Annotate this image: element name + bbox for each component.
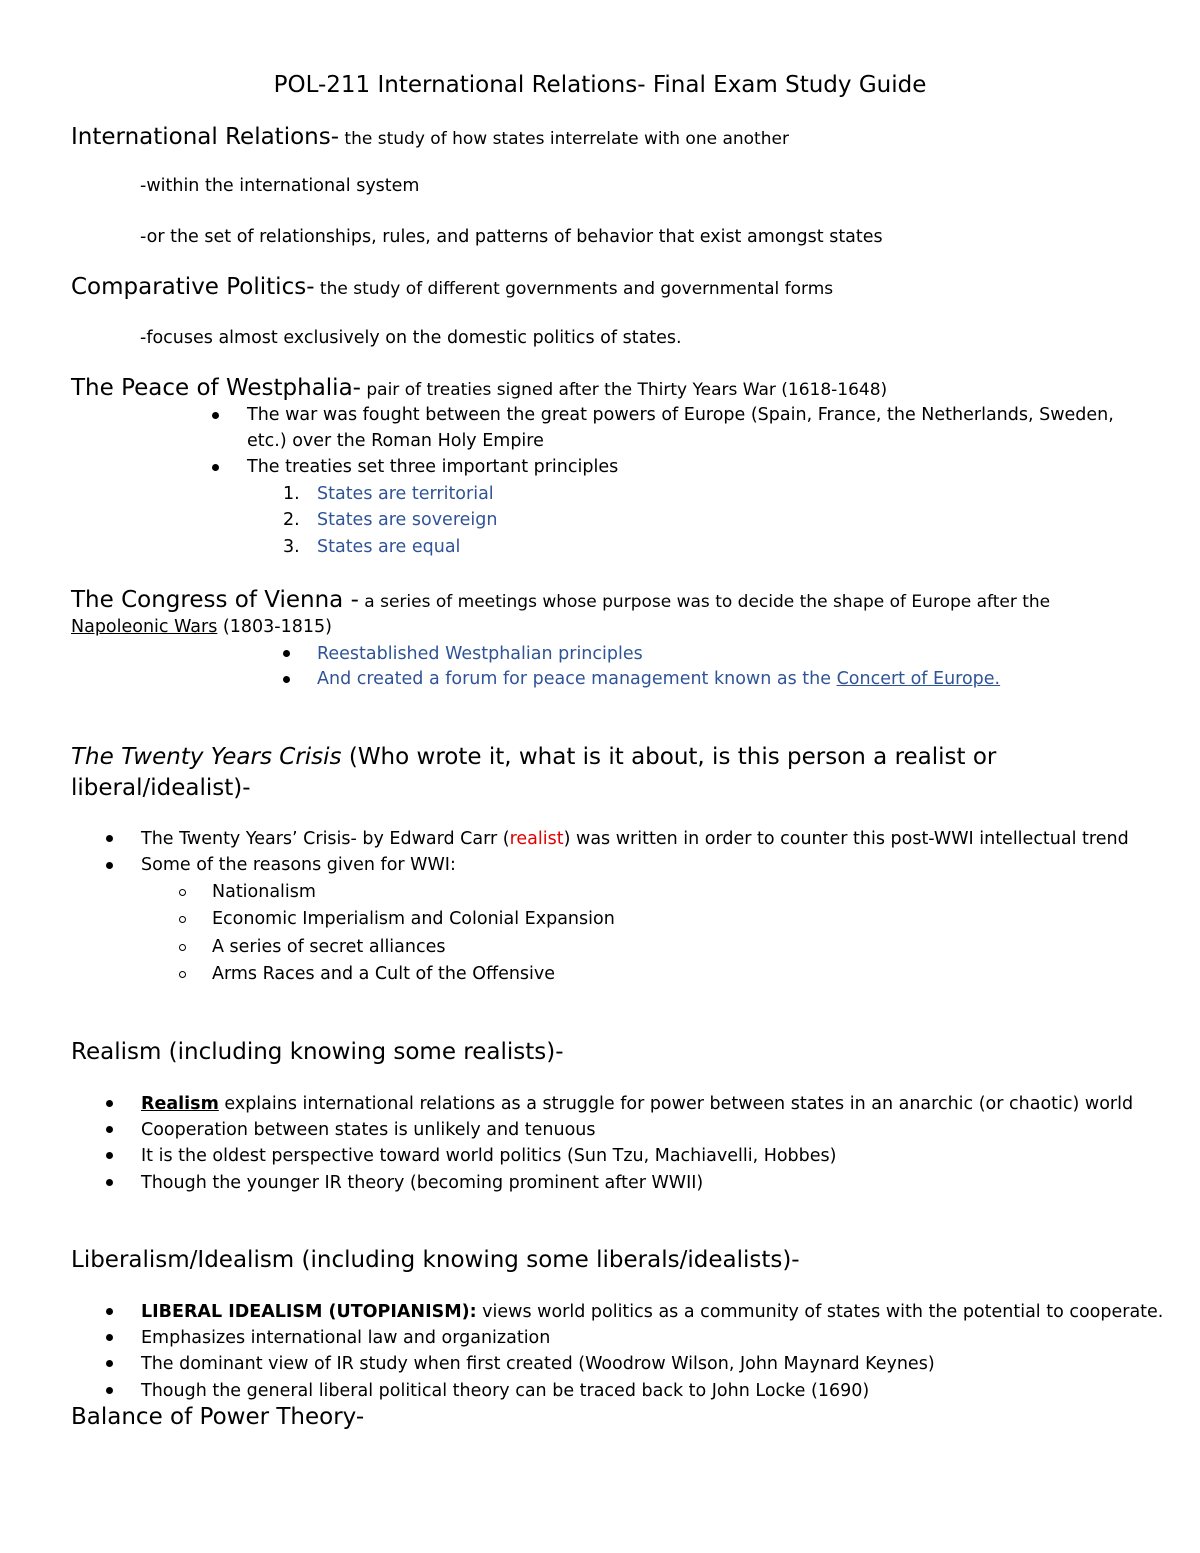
crisis-heading-line-2: liberal/idealist)- [71, 775, 251, 801]
westphalia-term: The Peace of Westphalia- [71, 375, 361, 401]
vienna-bullet-2 [317, 667, 1000, 691]
crisis-book-title: The Twenty Years Crisis [71, 744, 342, 770]
bullet-icon [106, 1126, 113, 1133]
vienna-def: a series of meetings whose purpose was to decide the shape of Europe after the [358, 592, 1051, 612]
liberalism-bullet-1-rest: views world politics as a community of states with the potential to cooperate. [476, 1302, 1164, 1322]
liberalism-bullet-2: Emphasizes international law and organization [141, 1328, 551, 1348]
realism-term: Realism [141, 1094, 219, 1114]
vienna-bullet-1: Reestablished Westphalian principles [317, 644, 643, 664]
westphalia-definition [71, 373, 887, 403]
cp-def: the study of different governments and governmental forms [314, 279, 834, 299]
crisis-bullet-1 [141, 827, 1129, 851]
realism-bullet-2: Cooperation between states is unlikely and tenuous [141, 1120, 596, 1140]
reason-2: Economic Imperialism and Colonial Expansion [212, 909, 615, 929]
vienna-term: The Congress of Vienna - [71, 587, 359, 613]
realist-label: realist [509, 829, 564, 849]
bullet-icon [106, 862, 113, 869]
liberal-idealism-term: LIBERAL IDEALISM (UTOPIANISM): [141, 1302, 477, 1322]
bullet-icon [106, 1360, 113, 1367]
realism-bullet-3: It is the oldest perspective toward world politics (Sun Tzu, Machiavelli, Hobbes) [141, 1146, 837, 1166]
ir-definition [71, 122, 789, 152]
circle-bullet-icon [179, 971, 186, 978]
crisis-heading [71, 742, 996, 772]
realism-heading: Realism (including knowing some realists)- [71, 1039, 564, 1065]
principle-1: States are territorial [317, 484, 494, 504]
liberalism-bullet-3: The dominant view of IR study when first created (Woodrow Wilson, John Maynard Keynes) [141, 1354, 935, 1374]
realism-bullet-4: Though the younger IR theory (becoming prominent after WWII) [141, 1173, 704, 1193]
crisis-heading-rest: (Who wrote it, what is it about, is this person a realist or [341, 744, 997, 770]
cp-sub-1: -focuses almost exclusively on the domestic politics of states. [140, 328, 682, 348]
liberalism-bullet-4: Though the general liberal political theory can be traced back to John Locke (1690) [141, 1381, 870, 1401]
vienna-definition-line-2 [71, 615, 332, 639]
bullet-icon [106, 1387, 113, 1394]
reason-4: Arms Races and a Cult of the Offensive [212, 964, 556, 984]
crisis-bullet-1-pre: The Twenty Years’ Crisis- by Edward Carr ( [141, 829, 510, 849]
bullet-icon [106, 1179, 113, 1186]
reason-3: A series of secret alliances [212, 937, 446, 957]
crisis-bullet-1-post: ) was written in order to counter this post-WWI intellectual trend [563, 829, 1129, 849]
ir-sub-2: -or the set of relationships, rules, and patterns of behavior that exist amongst states [140, 227, 883, 247]
liberalism-heading: Liberalism/Idealism (including knowing some liberals/idealists)- [71, 1247, 800, 1273]
vienna-years: (1803-1815) [217, 617, 332, 637]
circle-bullet-icon [179, 916, 186, 923]
bullet-icon [212, 412, 219, 419]
bullet-icon [106, 1308, 113, 1315]
ir-sub-1: -within the international system [140, 176, 420, 196]
bullet-icon [106, 1334, 113, 1341]
vienna-definition [71, 585, 1050, 615]
bullet-icon [212, 464, 219, 471]
concert-of-europe-link: Concert of Europe. [836, 669, 1001, 689]
westphalia-bullet-1-line-1: The war was fought between the great powers of Europe (Spain, France, the Netherlands, Sweden, [247, 405, 1114, 425]
napoleonic-wars-link: Napoleonic Wars [71, 617, 218, 637]
reason-1: Nationalism [212, 882, 316, 902]
cp-definition [71, 272, 833, 302]
bullet-icon [106, 835, 113, 842]
cp-term: Comparative Politics- [71, 274, 315, 300]
principle-2: States are sovereign [317, 510, 498, 530]
principle-number-2: 2. [283, 510, 300, 530]
principle-3: States are equal [317, 537, 461, 557]
ir-term: International Relations- [71, 124, 340, 150]
bullet-icon [283, 650, 290, 657]
realism-bullet-1 [141, 1092, 1133, 1116]
liberalism-bullet-1 [141, 1300, 1163, 1324]
crisis-bullet-2: Some of the reasons given for WWI: [141, 855, 456, 875]
realism-bullet-1-rest: explains international relations as a struggle for power between states in an anarchic (or chaotic) world [218, 1094, 1134, 1114]
principle-number-1: 1. [283, 484, 300, 504]
balance-heading: Balance of Power Theory- [71, 1404, 365, 1430]
westphalia-bullet-2: The treaties set three important principles [247, 457, 619, 477]
circle-bullet-icon [179, 944, 186, 951]
vienna-bullet-2-text: And created a forum for peace management known as the [317, 669, 837, 689]
bullet-icon [283, 676, 290, 683]
bullet-icon [106, 1100, 113, 1107]
ir-def: the study of how states interrelate with one another [339, 129, 789, 149]
westphalia-bullet-1-line-2: etc.) over the Roman Holy Empire [247, 431, 544, 451]
westphalia-def: pair of treaties signed after the Thirty Years War (1618-1648) [360, 380, 888, 400]
bullet-icon [106, 1152, 113, 1159]
principle-number-3: 3. [283, 537, 300, 557]
document-title: POL-211 International Relations- Final Exam Study Guide [273, 72, 927, 98]
circle-bullet-icon [179, 889, 186, 896]
